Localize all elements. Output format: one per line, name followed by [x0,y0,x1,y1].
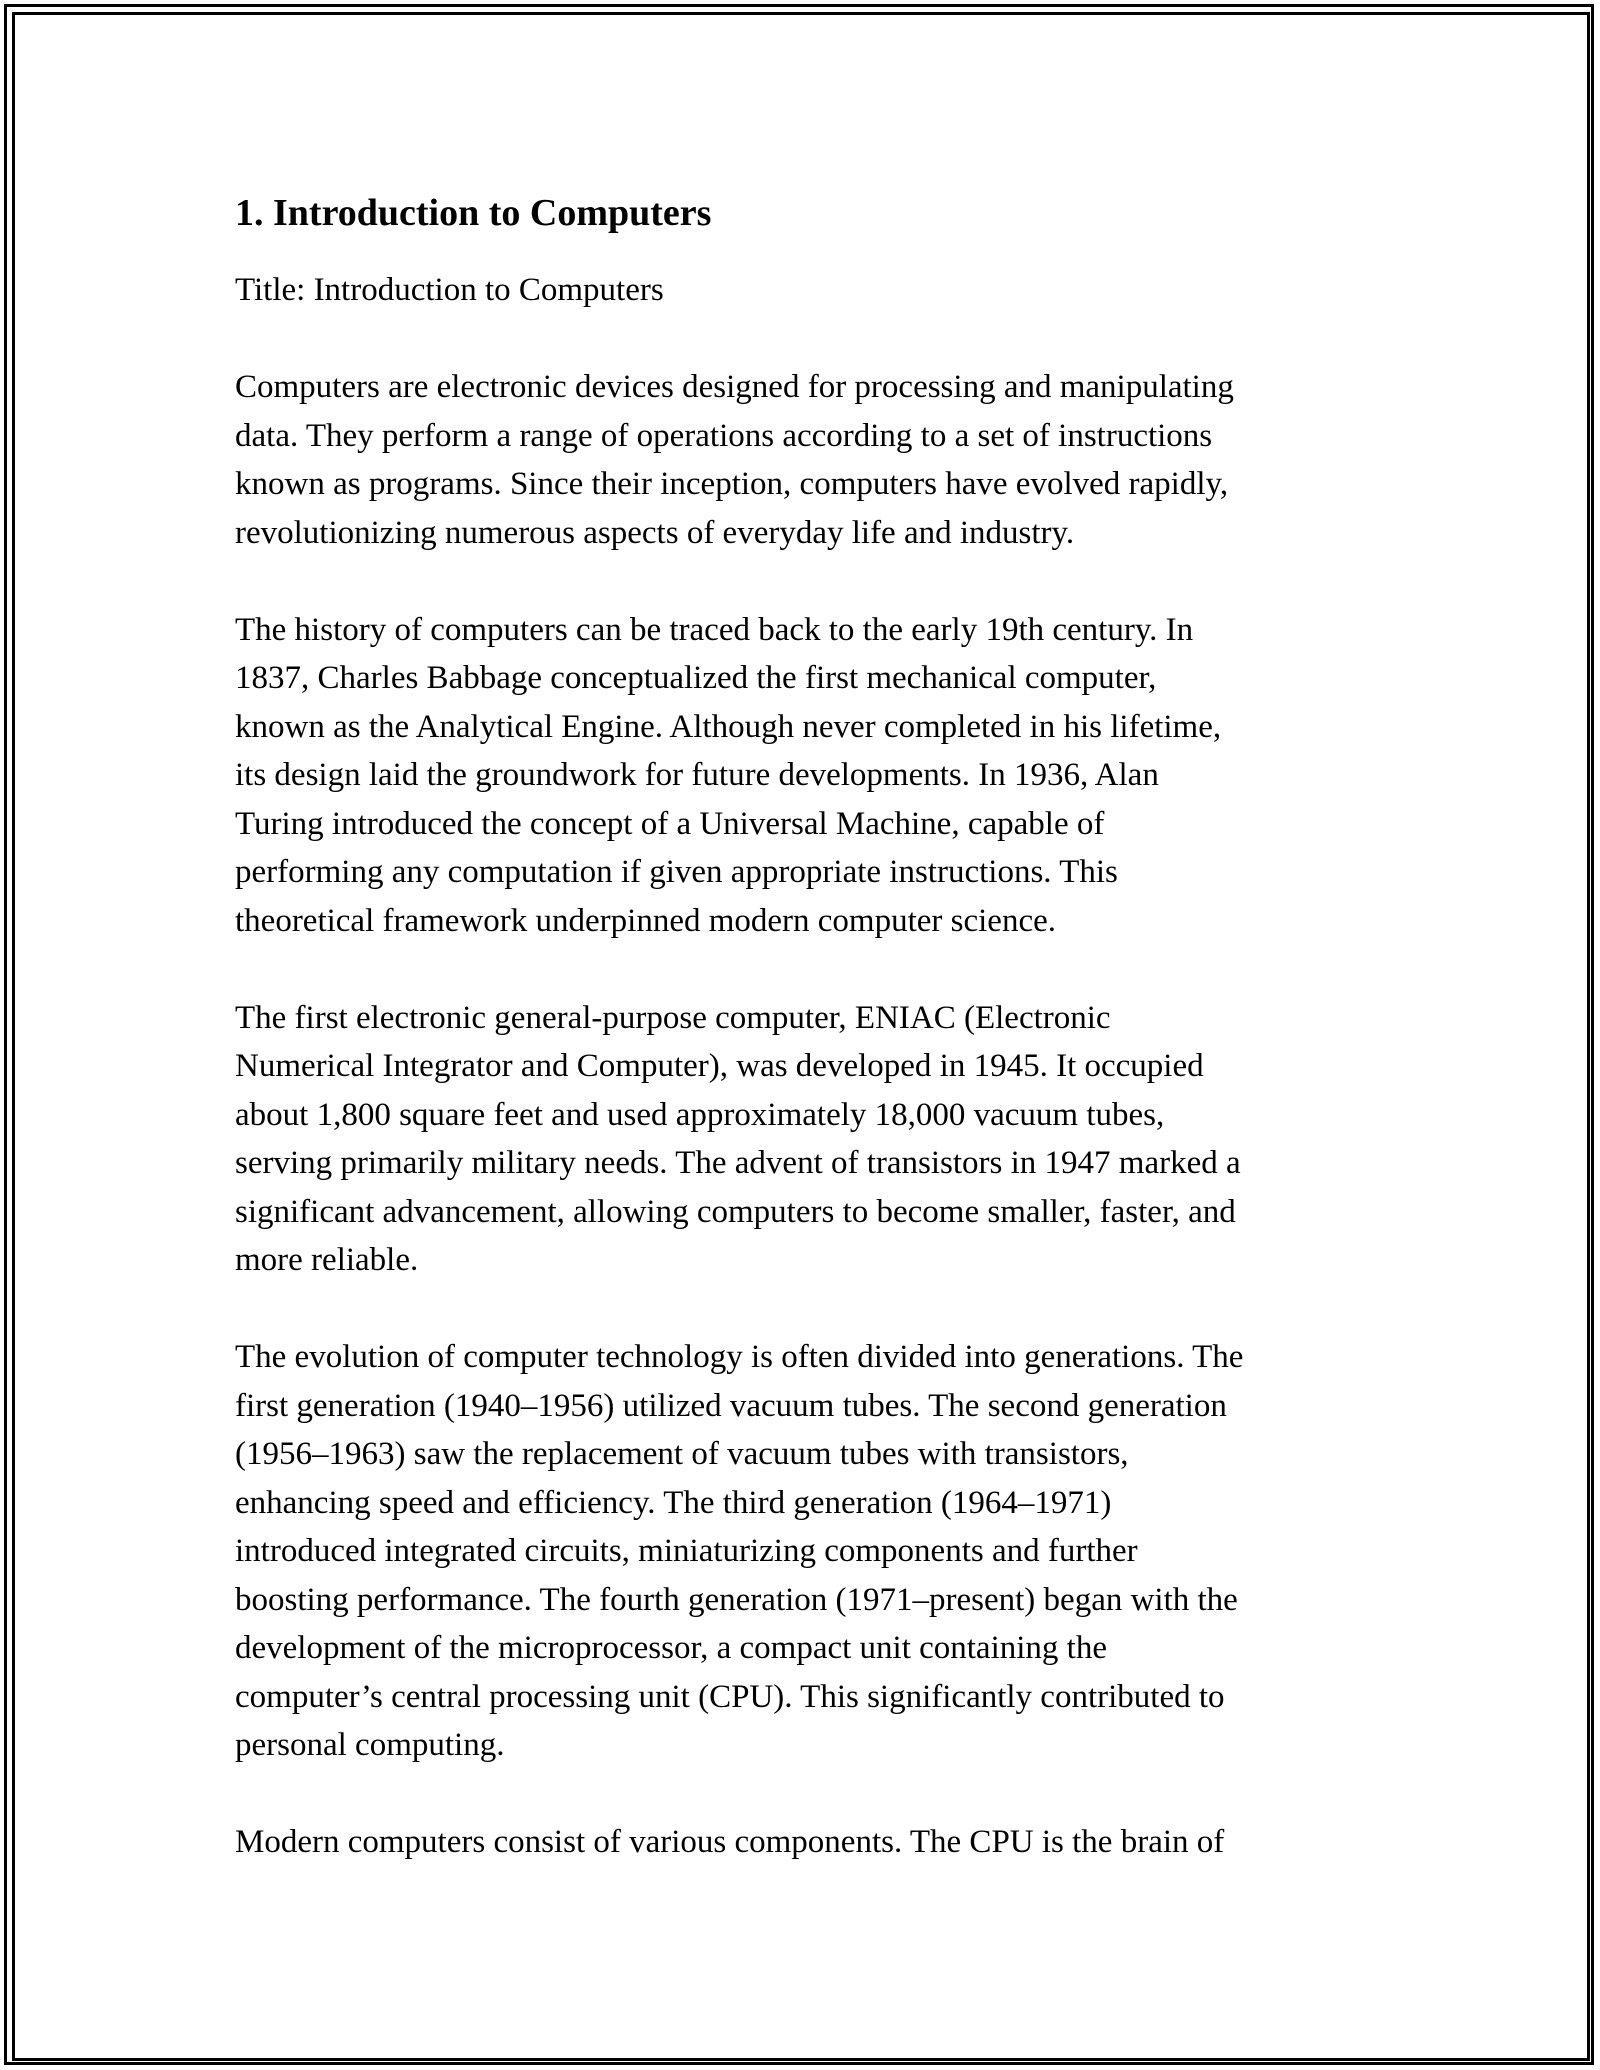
paragraph-generations [235,1333,1370,1770]
text-line: about 1,800 square feet and used approximately 18,000 vacuum tubes, [235,1096,1165,1133]
paragraph-title-line [235,266,1370,315]
text-line: The evolution of computer technology is often divided into generations. The [235,1339,1244,1375]
text-line: Turing introduced the concept of a Universal Machine, capable of [235,805,1105,842]
paragraph-components [235,1818,1370,1867]
text-line: development of the microprocessor, a compact unit containing the [235,1630,1107,1666]
text-line: Numerical Integrator and Computer), was developed in 1945. It occupied [235,1048,1204,1084]
text-line: enhancing speed and efficiency. The third generation (1964–1971) [235,1484,1112,1521]
text-line: revolutionizing numerous aspects of everyday life and industry. [235,514,1075,551]
text-line: first generation (1940–1956) utilized vacuum tubes. The second generation [235,1387,1227,1424]
text-line: Title: Introduction to Computers [235,272,664,308]
paragraph-history [235,606,1370,946]
text-line: data. They perform a range of operations according to a set of instructions [235,417,1213,454]
document-body [235,188,1370,1915]
text-line: serving primarily military needs. The advent of transistors in 1947 marked a [235,1145,1241,1181]
text-line: The history of computers can be traced back to the early 19th century. In [235,611,1194,648]
text-line: introduced integrated circuits, miniaturizing components and further [235,1533,1138,1569]
text-line: Modern computers consist of various components. The CPU is the brain of [235,1824,1225,1860]
text-line: computer’s central processing unit (CPU). This significantly contributed to [235,1678,1225,1715]
text-line: (1956–1963) saw the replacement of vacuum tubes with transistors, [235,1436,1129,1472]
text-line: significant advancement, allowing computers to become smaller, faster, and [235,1193,1236,1230]
section-heading: 1. Introduction to Computers [235,192,712,234]
text-line: boosting performance. The fourth generation (1971–present) began with the [235,1581,1238,1618]
text-line: performing any computation if given appropriate instructions. This [235,854,1118,890]
text-line: Computers are electronic devices designed for processing and manipulating [235,369,1234,405]
text-line: personal computing. [235,1727,505,1763]
text-line: The first electronic general-purpose computer, ENIAC (Electronic [235,999,1111,1036]
text-line: theoretical framework underpinned modern computer science. [235,902,1056,939]
text-line: 1837, Charles Babbage conceptualized the first mechanical computer, [235,660,1157,696]
text-line: known as programs. Since their inception, computers have evolved rapidly, [235,466,1229,502]
paragraph-eniac [235,994,1370,1285]
text-line: known as the Analytical Engine. Although never completed in his lifetime, [235,708,1222,745]
paragraph-definition [235,363,1370,557]
text-line: more reliable. [235,1242,419,1278]
text-line: its design laid the groundwork for future developments. In 1936, Alan [235,757,1159,793]
